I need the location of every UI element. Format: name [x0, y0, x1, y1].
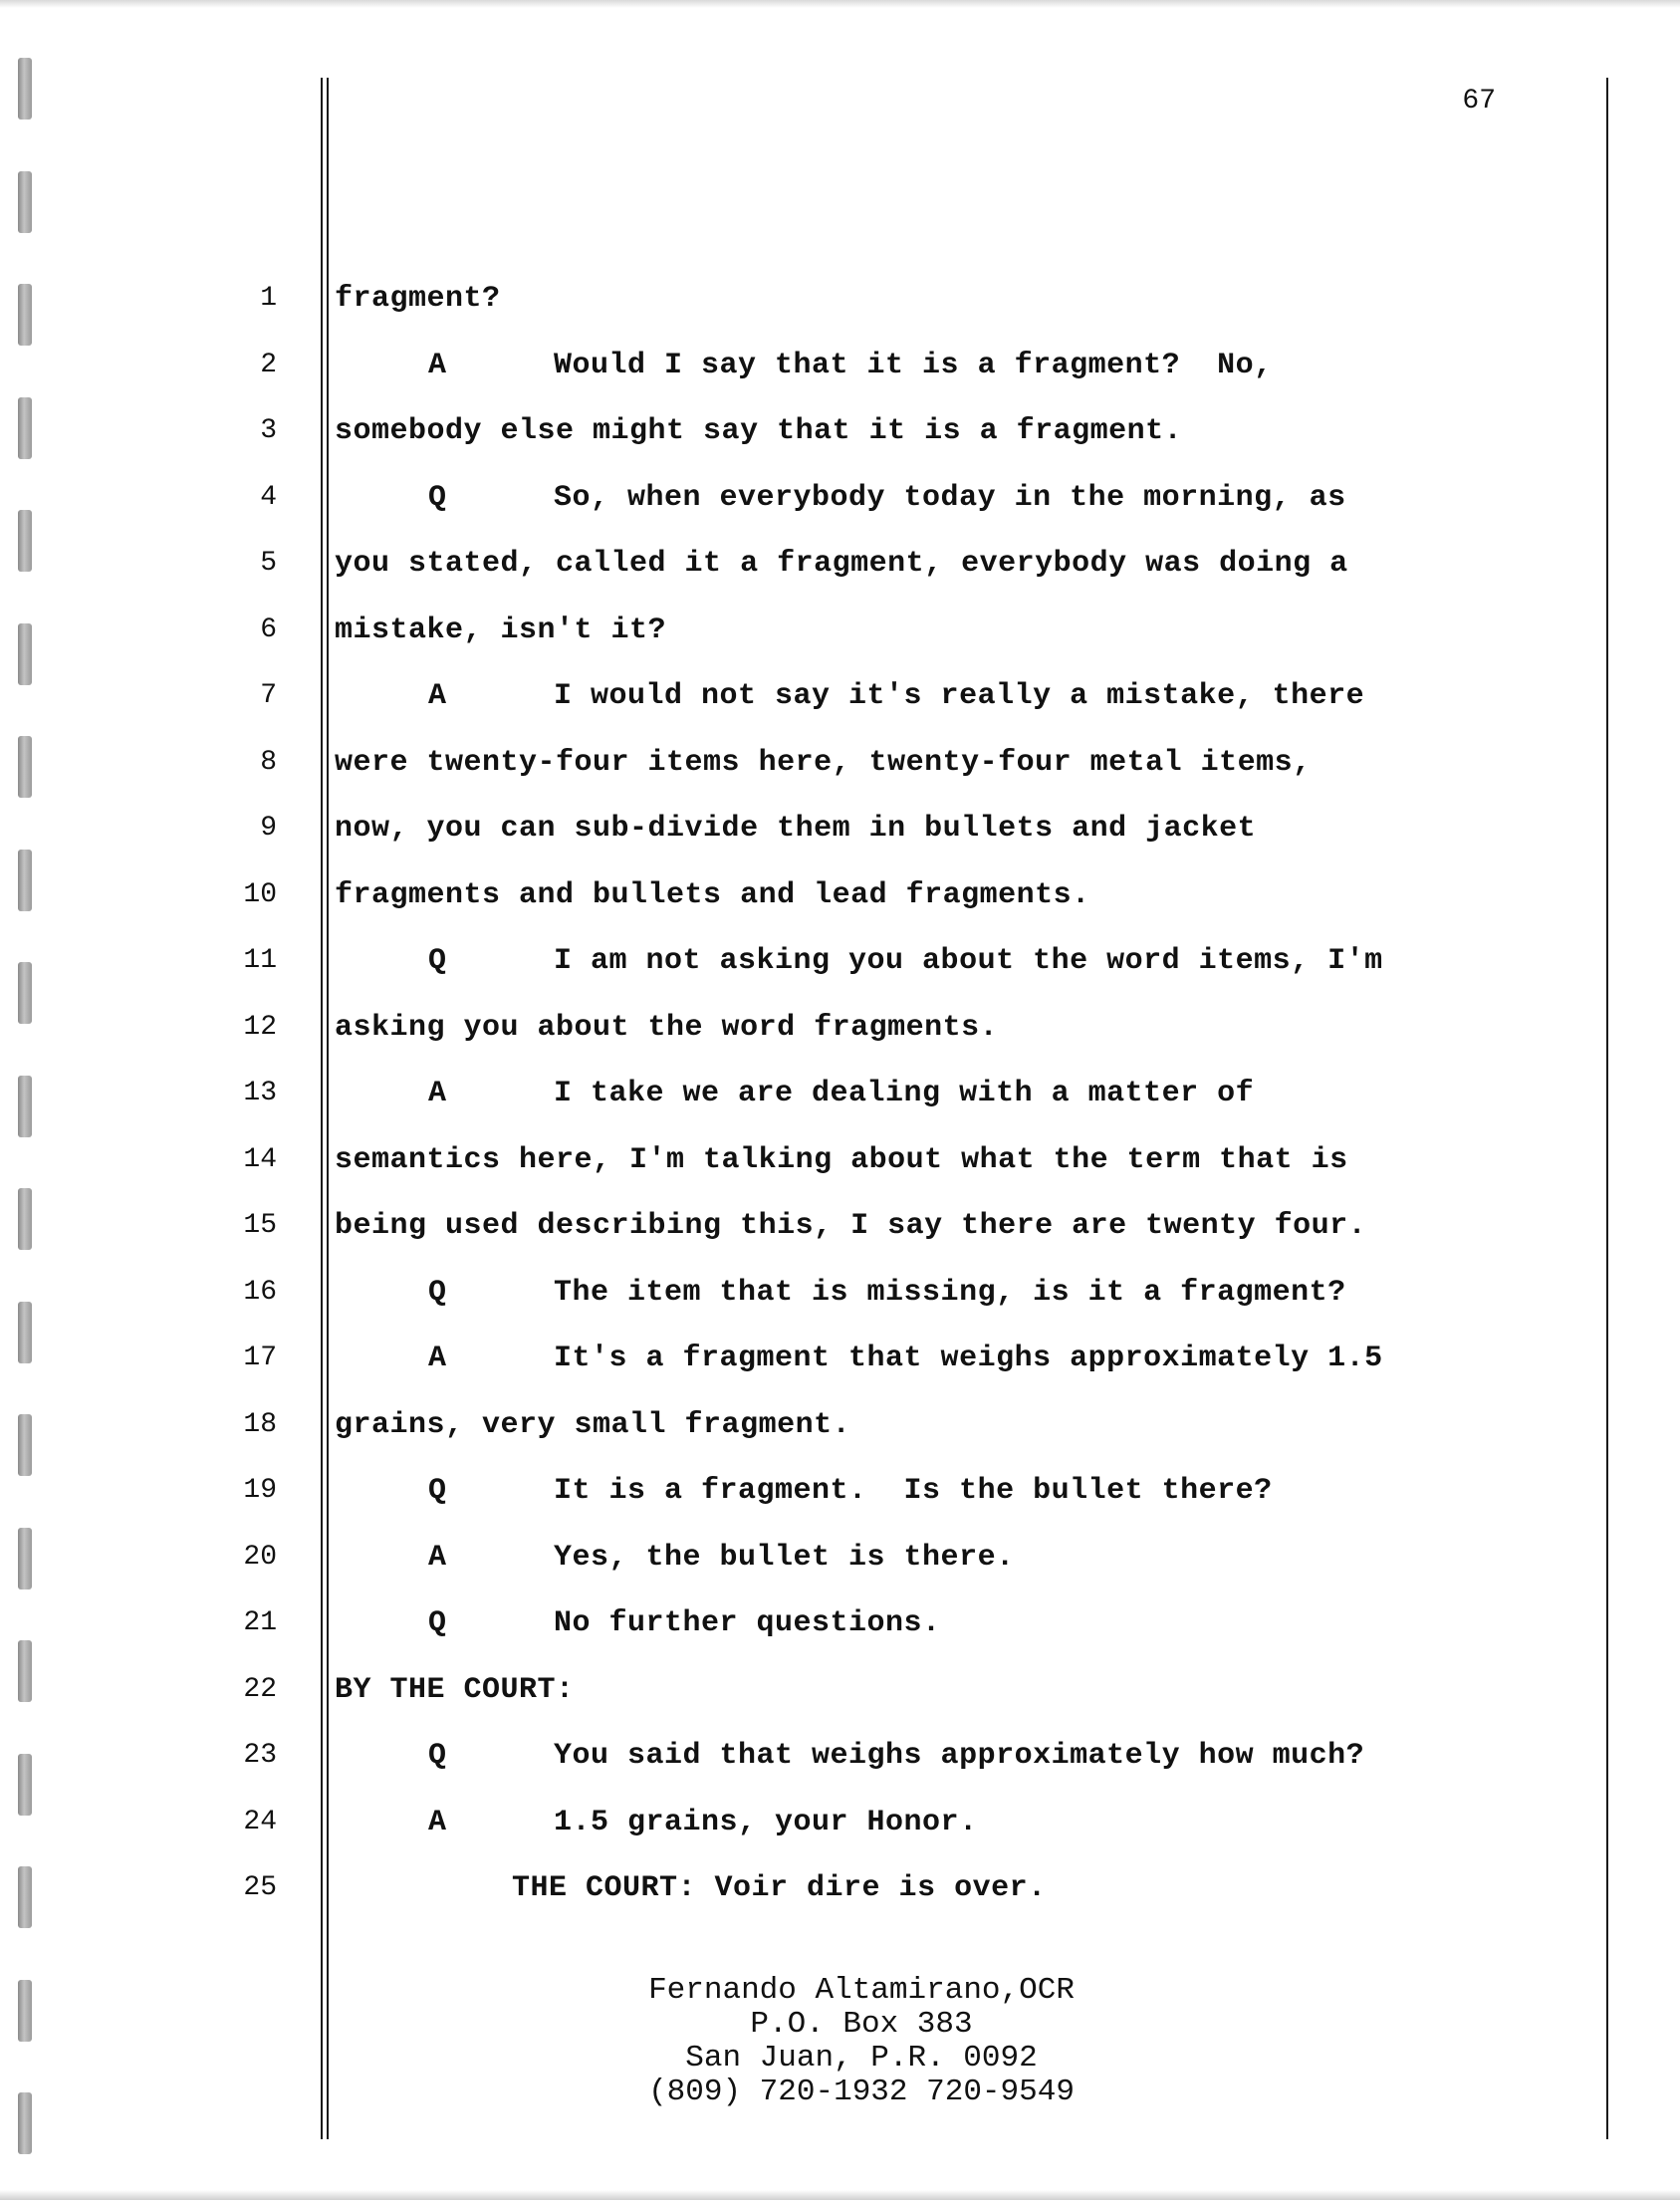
line-text: were twenty-four items here, twenty-four metal items,	[335, 745, 1312, 780]
line-number: 13	[243, 1078, 277, 1108]
speaker-indicator: A	[428, 679, 447, 713]
line-text: I am not asking you about the word items, I'm	[554, 944, 1383, 978]
line-text: You said that weighs approximately how much?	[554, 1739, 1365, 1773]
speaker-indicator: A	[428, 1342, 447, 1375]
line-number: 1	[260, 283, 277, 314]
line-number: 5	[260, 548, 277, 579]
transcript-line	[0, 1670, 1680, 1710]
transcript-line	[0, 1538, 1680, 1578]
reporter-name: Fernando Altamirano,OCR	[648, 1973, 1075, 2008]
line-text: somebody else might say that it is a fragment.	[335, 414, 1183, 448]
line-text: So, when everybody today in the morning, as	[554, 480, 1346, 515]
transcript-line	[0, 941, 1680, 981]
line-number: 6	[260, 613, 277, 645]
page-number: 67	[1462, 86, 1496, 117]
line-text: It's a fragment that weighs approximately 1.5	[554, 1342, 1383, 1375]
line-number: 14	[243, 1143, 277, 1175]
transcript-line	[0, 1206, 1680, 1246]
transcript-line	[0, 1405, 1680, 1445]
line-number: 19	[243, 1475, 277, 1506]
line-number: 12	[243, 1011, 277, 1043]
line-text: you stated, called it a fragment, everybody was doing a	[335, 547, 1348, 581]
line-number: 21	[243, 1607, 277, 1638]
binder-hole	[18, 171, 32, 233]
line-text: being used describing this, I say there are twenty four.	[335, 1209, 1367, 1243]
binder-hole	[18, 2092, 32, 2154]
reporter-address-city: San Juan, P.R. 0092	[685, 2041, 1038, 2076]
speaker-indicator: Q	[428, 1606, 447, 1640]
transcript-line	[0, 1074, 1680, 1113]
line-text: 1.5 grains, your Honor.	[554, 1805, 978, 1839]
page-bottom-edge	[0, 2190, 1680, 2200]
line-text: fragment?	[335, 282, 501, 316]
transcript-line	[0, 1736, 1680, 1776]
line-text: BY THE COURT:	[335, 1672, 575, 1707]
transcript-line	[0, 611, 1680, 650]
speaker-indicator: Q	[428, 1275, 447, 1310]
transcript-line	[0, 411, 1680, 451]
line-text: now, you can sub-divide them in bullets and jacket	[335, 812, 1257, 846]
reporter-phone: (809) 720-1932 720-9549	[648, 2075, 1075, 2109]
line-text: THE COURT: Voir dire is over.	[512, 1871, 1047, 1905]
transcript-line	[0, 809, 1680, 849]
page-top-edge	[0, 0, 1680, 8]
speaker-indicator: A	[428, 348, 447, 382]
line-number: 7	[260, 680, 277, 711]
line-number: 20	[243, 1541, 277, 1573]
line-number: 11	[243, 945, 277, 976]
transcript-line	[0, 279, 1680, 319]
line-text: fragments and bullets and lead fragments.	[335, 877, 1090, 912]
transcript-line	[0, 1868, 1680, 1908]
line-number: 17	[243, 1343, 277, 1373]
line-number: 23	[243, 1740, 277, 1771]
transcript-line	[0, 676, 1680, 716]
line-number: 10	[243, 878, 277, 910]
speaker-indicator: Q	[428, 480, 447, 515]
line-number: 15	[243, 1210, 277, 1241]
line-text: Would I say that it is a fragment? No,	[554, 348, 1273, 382]
line-text: It is a fragment. Is the bullet there?	[554, 1474, 1273, 1508]
transcript-line	[0, 544, 1680, 584]
line-text: semantics here, I'm talking about what the term that is	[335, 1142, 1348, 1177]
line-text: asking you about the word fragments.	[335, 1010, 999, 1045]
line-number: 25	[243, 1872, 277, 1903]
line-text: I take we are dealing with a matter of	[554, 1077, 1255, 1110]
transcript-line	[0, 1140, 1680, 1180]
line-text: Yes, the bullet is there.	[554, 1540, 1015, 1575]
speaker-indicator: Q	[428, 1474, 447, 1508]
line-text: mistake, isn't it?	[335, 612, 667, 647]
transcript-line	[0, 1273, 1680, 1313]
line-number: 3	[260, 415, 277, 446]
speaker-indicator: A	[428, 1077, 447, 1110]
transcript-line	[0, 875, 1680, 915]
transcript-line	[0, 1471, 1680, 1511]
line-text: I would not say it's really a mistake, there	[554, 679, 1365, 713]
line-number: 22	[243, 1673, 277, 1705]
speaker-indicator: A	[428, 1540, 447, 1575]
line-number: 16	[243, 1276, 277, 1308]
transcript-line	[0, 743, 1680, 783]
speaker-indicator: Q	[428, 1739, 447, 1773]
line-number: 4	[260, 481, 277, 513]
speaker-indicator: A	[428, 1805, 447, 1839]
speaker-indicator: Q	[428, 944, 447, 978]
binder-hole	[18, 58, 32, 120]
transcript-line	[0, 1603, 1680, 1643]
reporter-address-box: P.O. Box 383	[750, 2007, 973, 2042]
line-text: grains, very small fragment.	[335, 1407, 851, 1442]
line-number: 9	[260, 813, 277, 844]
transcript-line	[0, 346, 1680, 385]
line-text: No further questions.	[554, 1606, 941, 1640]
transcript-line	[0, 478, 1680, 518]
line-number: 18	[243, 1408, 277, 1440]
line-number: 24	[243, 1806, 277, 1837]
transcript-line	[0, 1008, 1680, 1048]
line-number: 8	[260, 746, 277, 778]
reporter-footer	[558, 1974, 1165, 2109]
transcript-line	[0, 1803, 1680, 1842]
binder-hole	[18, 1980, 32, 2042]
line-text: The item that is missing, is it a fragment?	[554, 1275, 1346, 1310]
line-number: 2	[260, 349, 277, 380]
transcript-line	[0, 1339, 1680, 1378]
